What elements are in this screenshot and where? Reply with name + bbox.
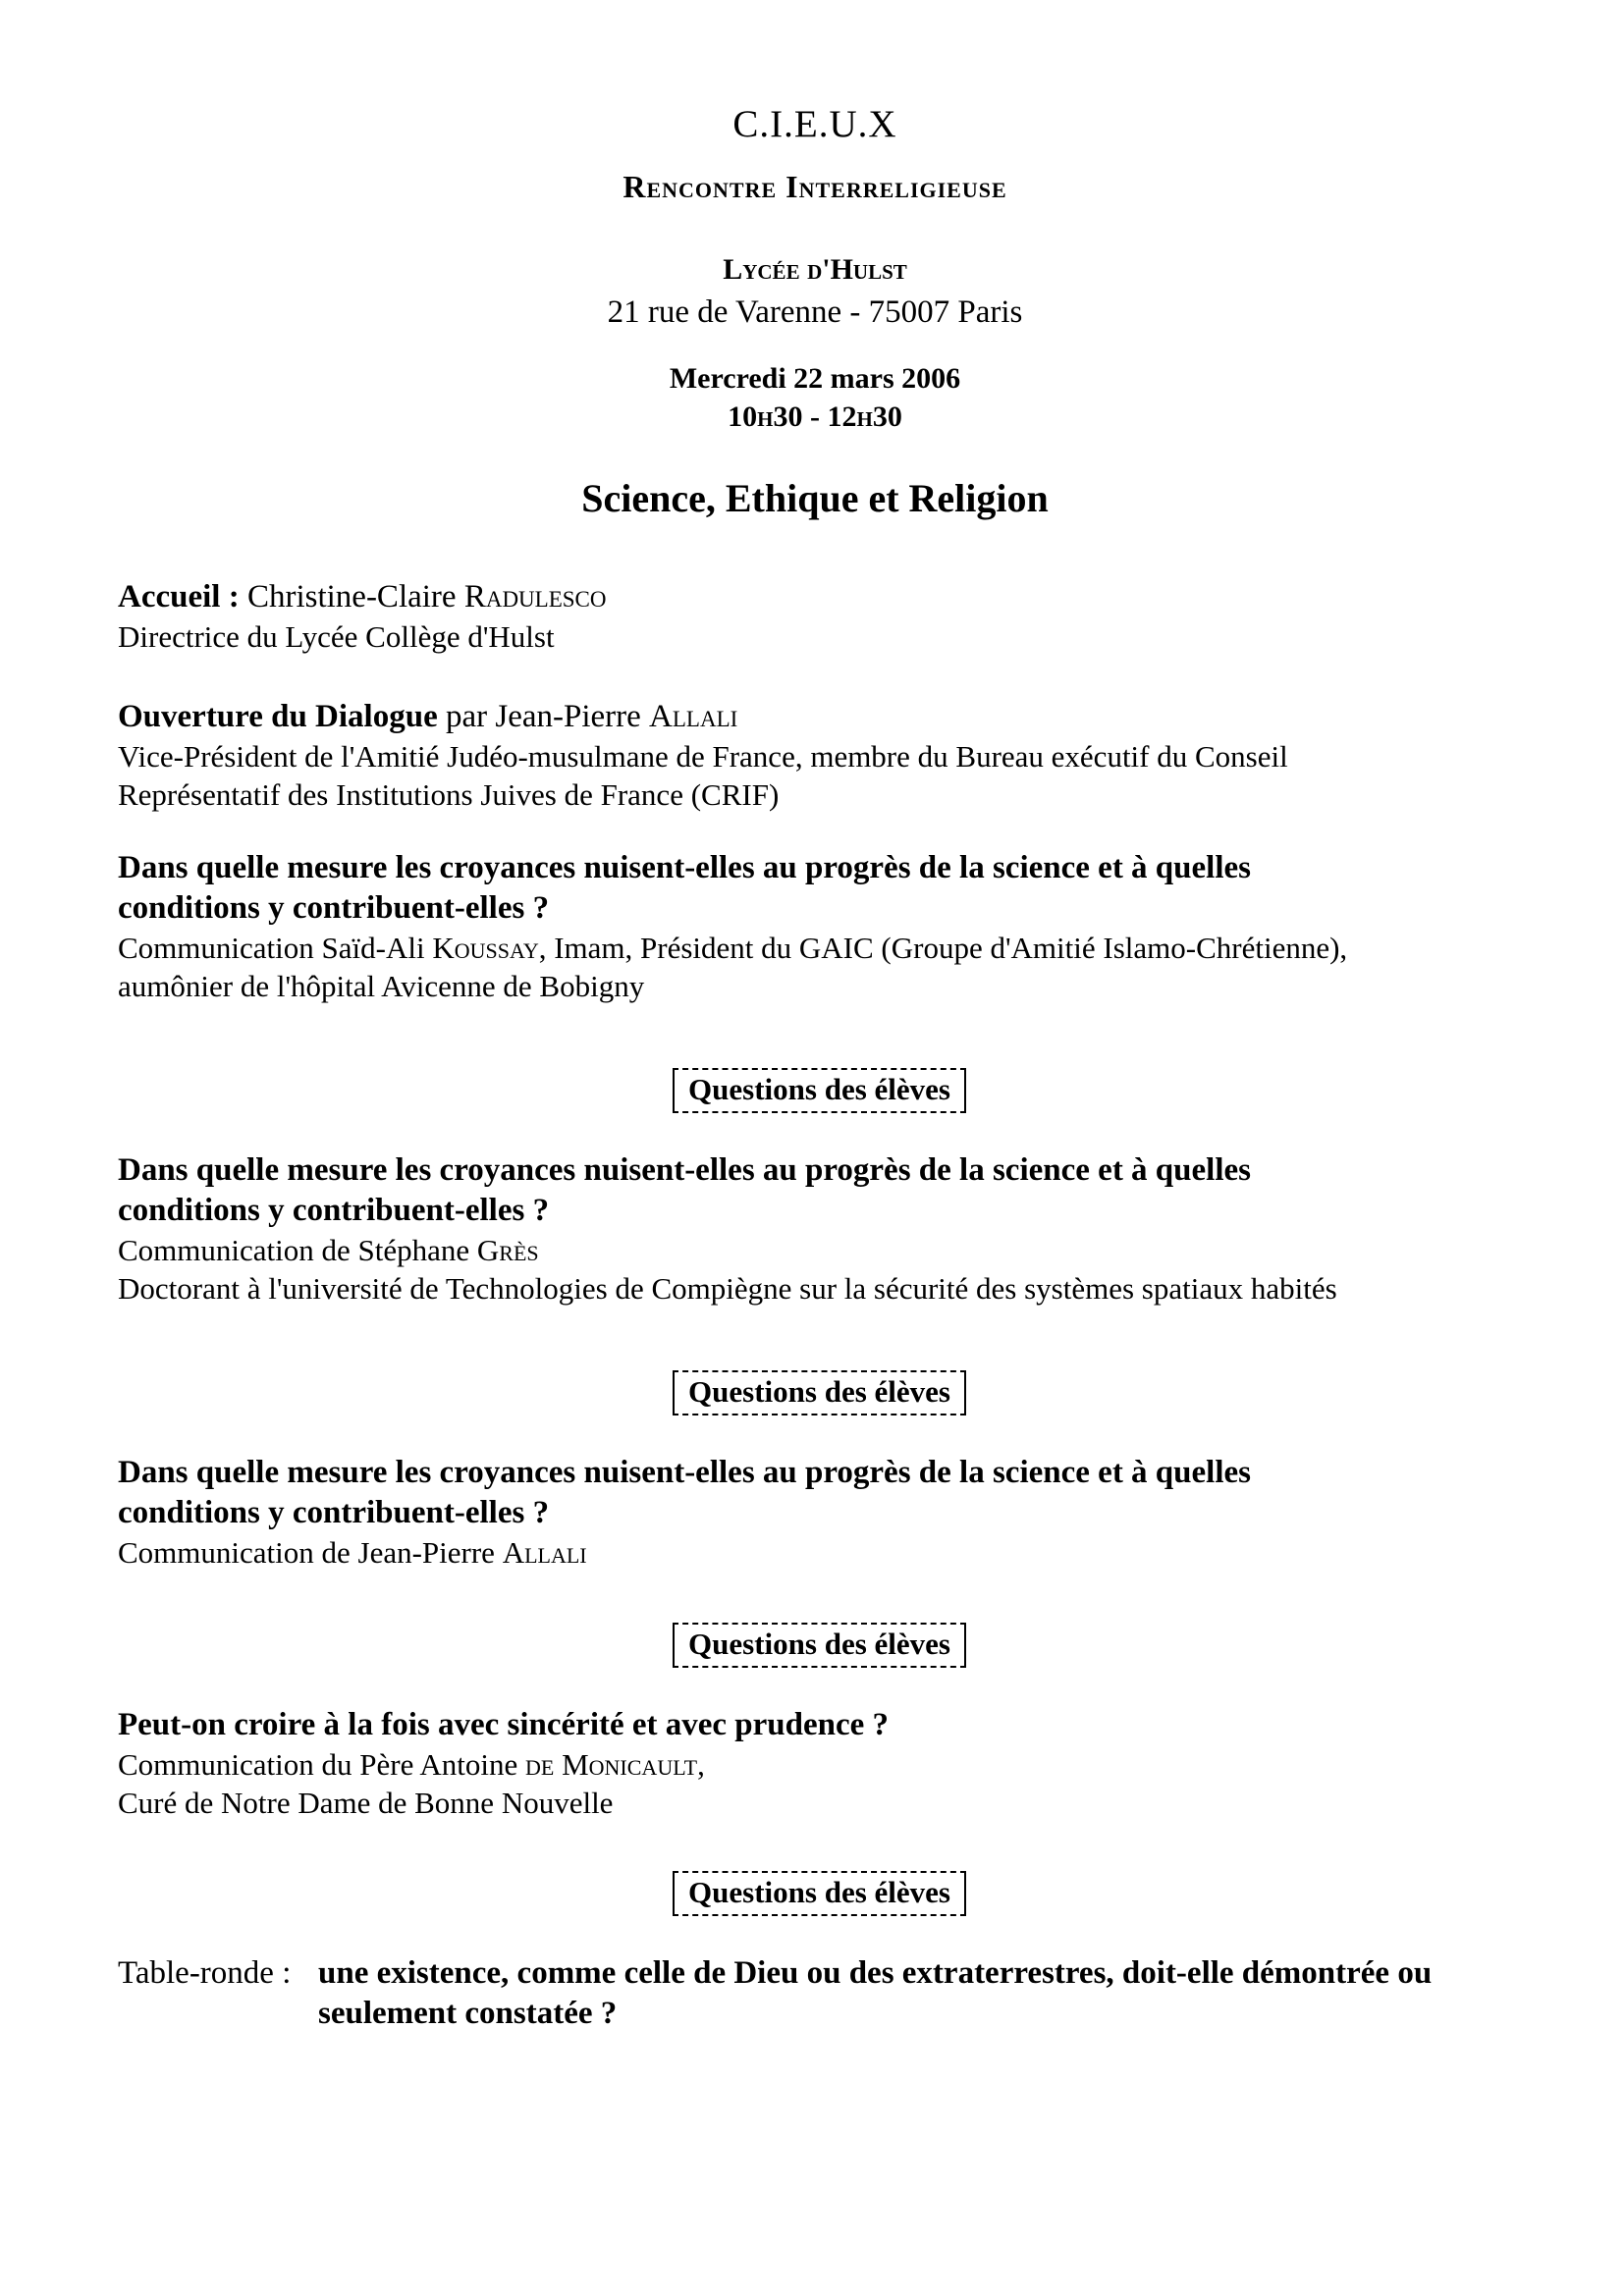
venue-name: Lycée d'Hulst (723, 253, 907, 286)
communication-name: de Monicault (525, 1747, 698, 1782)
communication-name: Allali (502, 1535, 587, 1570)
communication-prefix: Communication Saïd-Ali (118, 931, 425, 965)
communication-prefix: Communication de Jean-Pierre (118, 1535, 495, 1570)
opening-by: par Jean-Pierre (445, 699, 641, 734)
session-question-line1: Dans quelle mesure les croyances nuisent-elles au progrès de la science et à quelles (118, 1455, 1251, 1490)
roundtable-text: une existence, comme celle de Dieu ou des extraterrestres, doit-elle démontrée ou seulement constatée ? (318, 1955, 1433, 2031)
session-question-line2: conditions y contribuent-elles ? (118, 1193, 550, 1228)
session-3 (118, 1453, 1512, 1572)
communication-detail: Curé de Notre Dame de Bonne Nouvelle (118, 1786, 614, 1820)
session-question-line1: Peut-on croire à la fois avec sincérité et avec prudence ? (118, 1707, 890, 1742)
questions-box: Questions des élèves (673, 1370, 966, 1415)
session-question-line1: Dans quelle mesure les croyances nuisent-elles au progrès de la science et à quelles (118, 850, 1251, 885)
welcome-speaker-first: Christine-Claire (246, 579, 457, 614)
communication-name: Koussay (432, 931, 539, 965)
session-1 (118, 848, 1512, 1005)
session-question-line2: conditions y contribuent-elles ? (118, 1495, 550, 1530)
event-title: Rencontre Interreligieuse (623, 169, 1007, 204)
communication-name: Grès (476, 1233, 539, 1267)
questions-box: Questions des élèves (673, 1871, 966, 1916)
event-time: 10h30 - 12h30 (728, 400, 902, 433)
questions-box: Questions des élèves (673, 1068, 966, 1113)
opening-section (118, 697, 1512, 814)
event-date: Mercredi 22 mars 2006 (669, 362, 961, 395)
opening-label: Ouverture du Dialogue (118, 699, 438, 734)
communication-suffix: , (697, 1747, 705, 1782)
roundtable-label: Table-ronde : (118, 1955, 292, 1991)
communication-prefix: Communication de Stéphane (118, 1233, 470, 1267)
communication-detail: aumônier de l'hôpital Avicenne de Bobigny (118, 969, 645, 1003)
communication-prefix: Communication du Père Antoine (118, 1747, 518, 1782)
opening-role-line1: Vice-Président de l'Amitié Judéo-musulmane de France, membre du Bureau exécutif du Conseil (118, 739, 1288, 774)
session-question-line1: Dans quelle mesure les croyances nuisent-elles au progrès de la science et à quelles (118, 1152, 1251, 1188)
opening-role-line2: Représentatif des Institutions Juives de France (CRIF) (118, 777, 780, 812)
communication-suffix: , Imam, Président du GAIC (Groupe d'Amitié Islamo-Chrétienne), (538, 931, 1348, 965)
organization-name: C.I.E.U.X (732, 103, 897, 145)
welcome-label: Accueil : (118, 579, 240, 614)
opening-speaker-last: Allali (649, 699, 738, 734)
welcome-section (118, 577, 1512, 656)
session-4 (118, 1705, 1512, 1822)
event-theme: Science, Ethique et Religion (581, 476, 1049, 520)
questions-box: Questions des élèves (673, 1623, 966, 1668)
welcome-speaker-last: Radulesco (463, 579, 607, 614)
venue-address: 21 rue de Varenne - 75007 Paris (607, 294, 1023, 330)
communication-detail: Doctorant à l'université de Technologies de Compiègne sur la sécurité des systèmes spatiaux habités (118, 1271, 1337, 1306)
welcome-role: Directrice du Lycée Collège d'Hulst (118, 619, 555, 654)
session-question-line2: conditions y contribuent-elles ? (118, 890, 550, 926)
session-2 (118, 1150, 1512, 1308)
